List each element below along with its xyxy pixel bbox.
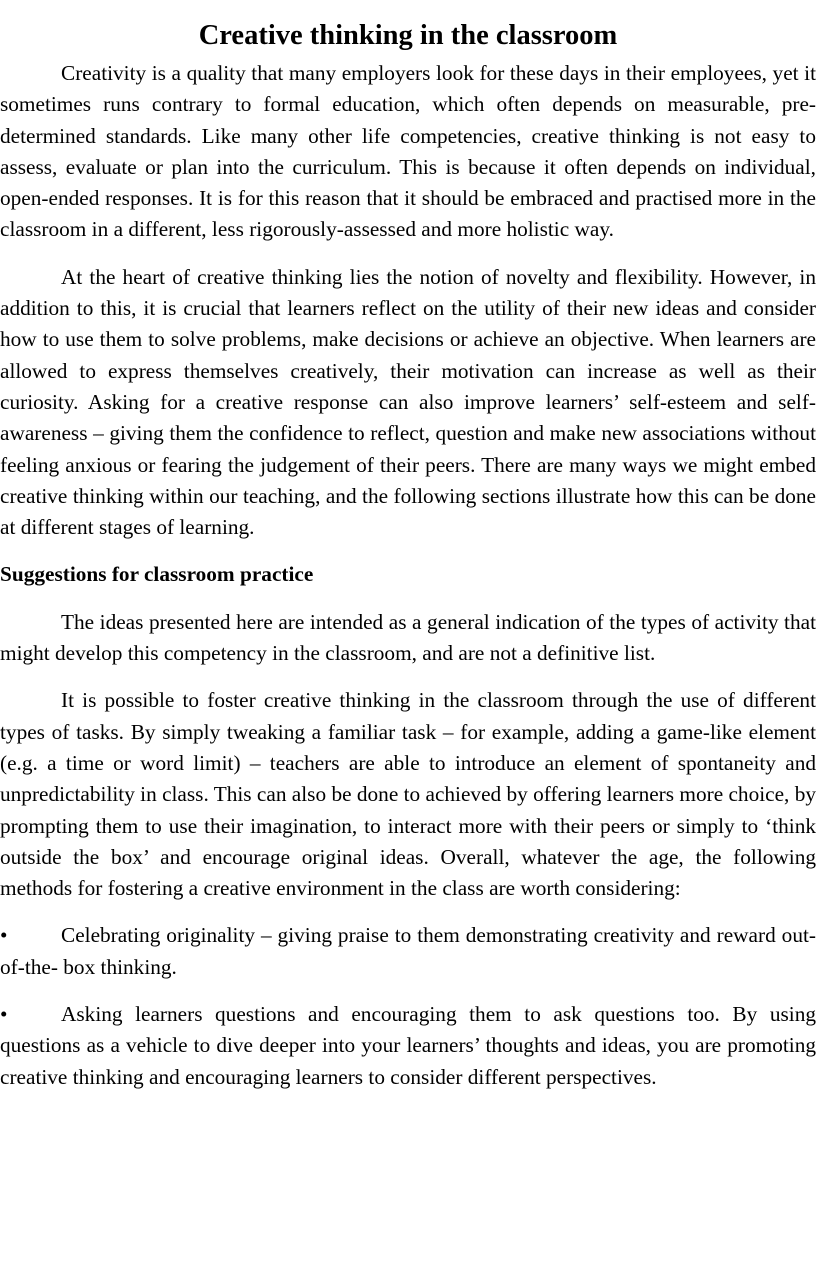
paragraph-foster-creative-thinking: It is possible to foster creative thinking in the classroom through the use of different types of tasks. By simply tweaking a familiar task – for example, adding a game-like element (e.g. a time or word limit) – teachers are able to introduce an element of spontaneity and unpredictability in class. This can also be done to achieved by offering learners more choice, by prompting them to use their imagination, to interact more with their peers or simply to ‘think outside the box’ and encourage original ideas. Overall, whatever the age, the following methods for fostering a creative environment in the class are worth considering: xyxy=(0,688,816,901)
bullet-mark: • xyxy=(0,1002,8,1027)
paragraph-intro: Creativity is a quality that many employers look for these days in their employees, yet it sometimes runs contrary to formal education, which often depends on measurable, pre- determined standards. Like many other life competencies, creative thinking is not easy to assess, evaluate or plan into the curriculum. This is because it often depends on individual, open-ended responses. It is for this reason that it should be embraced and practised more in the classroom in a different, less rigorously-assessed and more holistic way. xyxy=(0,61,816,242)
page-title: Creative thinking in the classroom xyxy=(198,20,618,51)
bullet-text: Celebrating originality – giving praise to them demonstrating creativity and reward out-of-the- box thinking. xyxy=(0,923,816,979)
bullet-mark: • xyxy=(0,923,8,948)
bullet-item-asking-questions xyxy=(0,999,816,1093)
bullet-text: Asking learners questions and encouraging them to ask questions too. By using questions as a vehicle to dive deeper into your learners’ thoughts and ideas, you are promoting creative thinking and encouraging learners to consider different perspectives. xyxy=(0,1002,816,1089)
bullet-item-celebrating-originality xyxy=(0,920,816,983)
section-heading: Suggestions for classroom practice xyxy=(0,562,314,587)
paragraph-ideas-presented: The ideas presented here are intended as a general indication of the types of activity that might develop this competency in the classroom, and are not a definitive list. xyxy=(0,609,816,666)
paragraph-heart-of-creative-thinking: At the heart of creative thinking lies the notion of novelty and flexibility. However, in addition to this, it is crucial that learners reflect on the utility of their new ideas and consider how to use them to solve problems, make decisions or achieve an objective. When learners are allowed to express themselves creatively, their motivation can increase as well as their curiosity. Asking for a creative response can also improve learners’ self-esteem and self- awareness – giving them the confidence to reflect, question and make new associations without feeling anxious or fearing the judgement of their peers. There are many ways we might embed creative thinking within our teaching, and the following sections illustrate how this can be done at different stages of learning. xyxy=(0,264,816,540)
